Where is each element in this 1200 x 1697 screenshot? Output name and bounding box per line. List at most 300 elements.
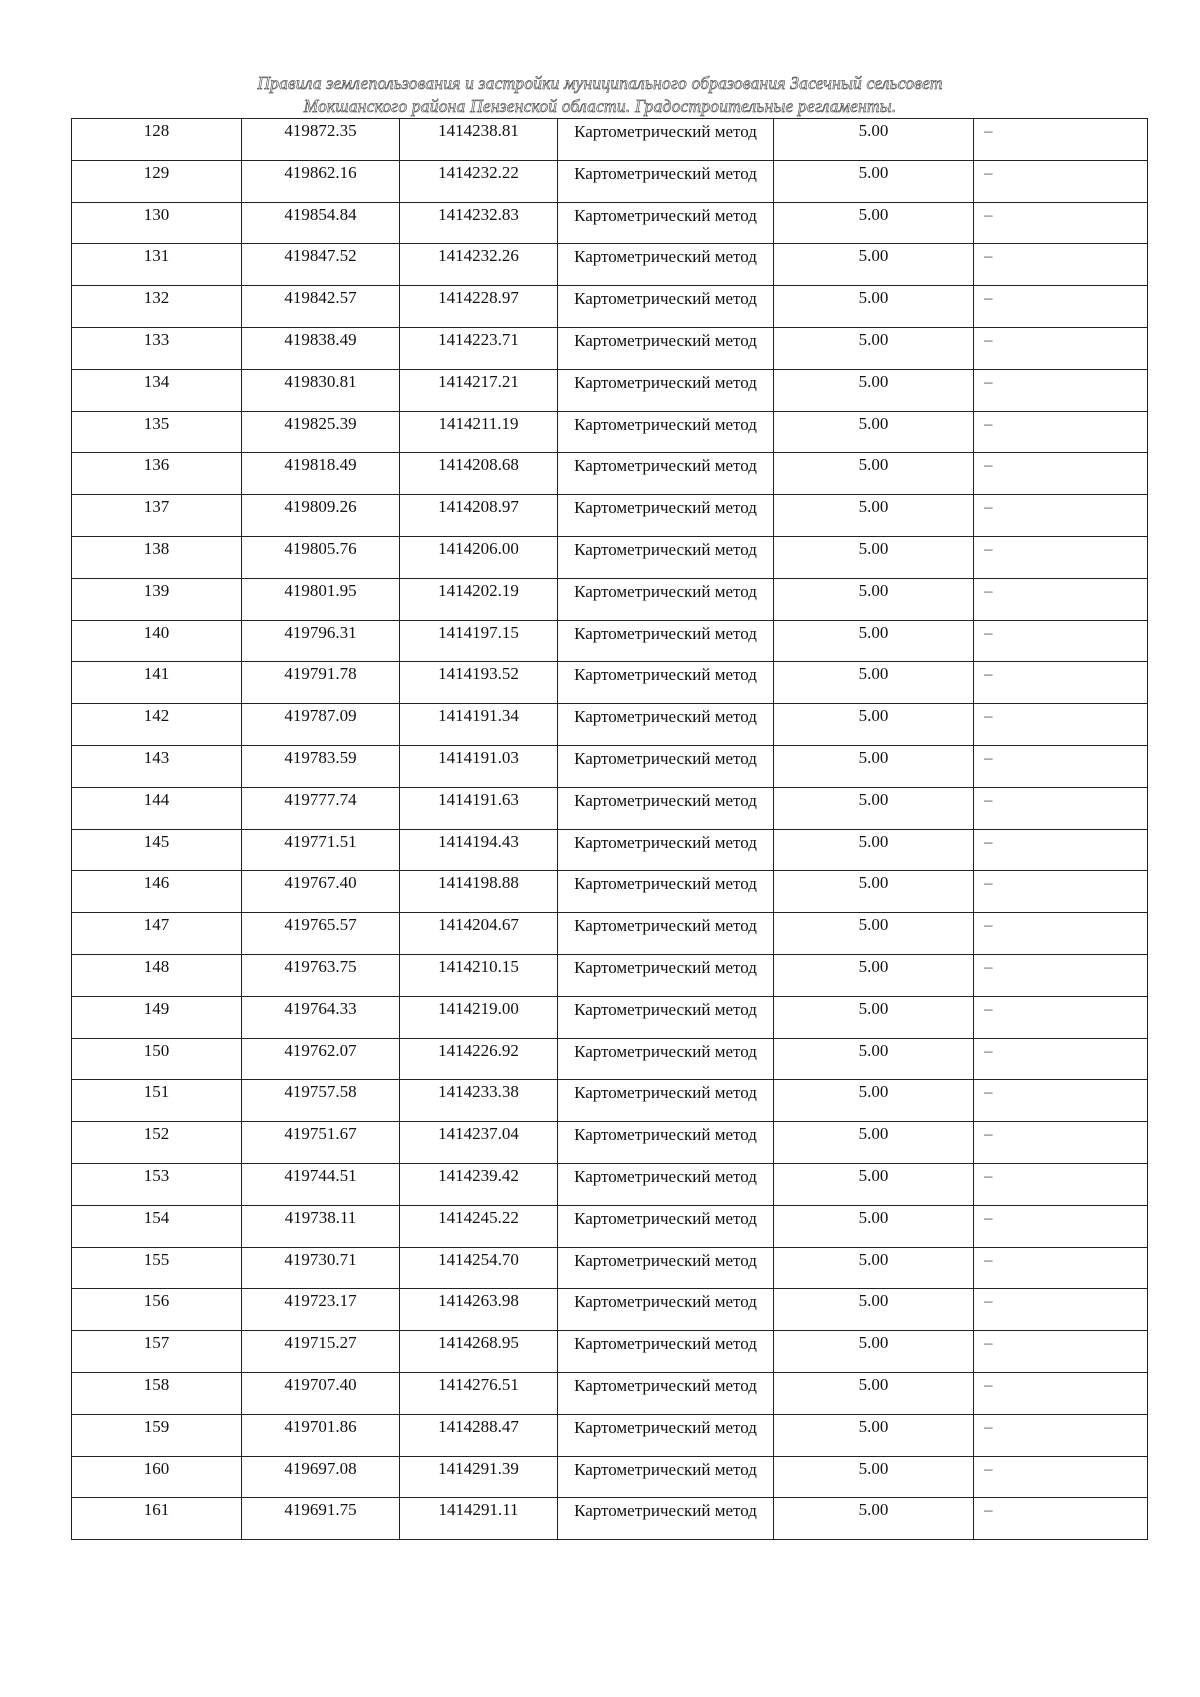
accuracy-cell (774, 1247, 974, 1289)
extra-cell (974, 1372, 1148, 1414)
extra-cell-text: – (984, 1333, 993, 1353)
accuracy-cell-text: 5.00 (858, 1249, 889, 1269)
method-cell-text: Картометрический метод (574, 414, 757, 434)
point-number-cell-text: 144 (143, 789, 170, 809)
accuracy-cell-text: 5.00 (858, 538, 889, 558)
point-number-cell (72, 453, 242, 495)
accuracy-cell (774, 1372, 974, 1414)
accuracy-cell (774, 495, 974, 537)
coordinate-x-cell-text: 419777.74 (284, 789, 357, 809)
method-cell-text: Картометрический метод (574, 874, 757, 894)
point-number-cell (72, 913, 242, 955)
point-number-cell (72, 1122, 242, 1164)
accuracy-cell-text: 5.00 (858, 1416, 889, 1436)
accuracy-cell-text: 5.00 (858, 162, 889, 182)
accuracy-cell (774, 704, 974, 746)
method-cell-text: Картометрический метод (574, 832, 757, 852)
coordinate-y-cell-text: 1414233.38 (438, 1082, 519, 1102)
coordinate-x-cell (242, 1038, 400, 1080)
coordinate-x-cell-text: 419783.59 (284, 747, 357, 767)
coordinate-x-cell-text: 419872.35 (284, 121, 357, 140)
extra-cell-text: – (984, 1124, 993, 1144)
table-row (72, 787, 1148, 829)
point-number-cell-text: 150 (143, 1040, 170, 1060)
accuracy-cell (774, 1414, 974, 1456)
coordinate-x-cell (242, 1205, 400, 1247)
coordinate-y-cell-text: 1414228.97 (438, 288, 519, 308)
coordinate-y-cell-text: 1414191.63 (438, 789, 519, 809)
point-number-cell (72, 662, 242, 704)
extra-cell-text: – (984, 1040, 993, 1060)
method-cell (558, 1247, 774, 1289)
method-cell-text: Картометрический метод (574, 498, 757, 518)
coordinate-x-cell (242, 996, 400, 1038)
extra-cell (974, 1205, 1148, 1247)
method-cell (558, 536, 774, 578)
method-cell (558, 1205, 774, 1247)
coordinate-x-cell (242, 620, 400, 662)
accuracy-cell (774, 996, 974, 1038)
accuracy-cell (774, 913, 974, 955)
coordinate-y-cell (400, 996, 558, 1038)
table-row (72, 578, 1148, 620)
method-cell (558, 495, 774, 537)
point-number-cell (72, 411, 242, 453)
coordinate-x-cell (242, 327, 400, 369)
extra-cell (974, 1414, 1148, 1456)
accuracy-cell (774, 1456, 974, 1498)
coordinate-y-cell-text: 1414263.98 (438, 1291, 519, 1311)
coordinate-y-cell (400, 913, 558, 955)
point-number-cell-text: 156 (143, 1291, 170, 1311)
coordinate-x-cell (242, 160, 400, 202)
coordinate-x-cell (242, 1456, 400, 1498)
method-cell-text: Картометрический метод (574, 1459, 757, 1479)
table-row (72, 286, 1148, 328)
extra-cell-text: – (984, 622, 993, 642)
accuracy-cell-text: 5.00 (858, 455, 889, 475)
coordinate-y-cell-text: 1414193.52 (438, 664, 519, 684)
coordinate-x-cell (242, 829, 400, 871)
extra-cell-text: – (984, 1207, 993, 1227)
accuracy-cell (774, 620, 974, 662)
accuracy-cell (774, 453, 974, 495)
coordinate-x-cell-text: 419763.75 (284, 956, 357, 976)
coordinate-y-cell (400, 871, 558, 913)
table-row (72, 1289, 1148, 1331)
method-cell (558, 913, 774, 955)
method-cell-text: Картометрический метод (574, 1501, 757, 1521)
method-cell-text: Картометрический метод (574, 1125, 757, 1145)
header-line-2: Мокшанского района Пензенской области. Градостроительные регламенты. (303, 96, 897, 116)
table-row (72, 160, 1148, 202)
point-number-cell (72, 787, 242, 829)
accuracy-cell (774, 369, 974, 411)
point-number-cell-text: 131 (143, 246, 170, 266)
coordinate-y-cell (400, 244, 558, 286)
coordinate-y-cell-text: 1414206.00 (438, 538, 519, 558)
table-row (72, 871, 1148, 913)
coordinate-x-cell-text: 419697.08 (284, 1458, 357, 1478)
extra-cell-text: – (984, 1249, 993, 1269)
coordinate-y-cell-text: 1414211.19 (438, 413, 519, 433)
accuracy-cell (774, 787, 974, 829)
coordinate-x-cell (242, 1331, 400, 1373)
accuracy-cell (774, 1163, 974, 1205)
coordinate-y-cell-text: 1414232.22 (438, 162, 519, 182)
table-row (72, 662, 1148, 704)
point-number-cell (72, 286, 242, 328)
extra-cell (974, 244, 1148, 286)
coordinate-y-cell-text: 1414237.04 (438, 1124, 519, 1144)
method-cell (558, 369, 774, 411)
table-row (72, 453, 1148, 495)
point-number-cell-text: 143 (143, 747, 170, 767)
coordinate-y-cell (400, 787, 558, 829)
accuracy-cell (774, 1289, 974, 1331)
method-cell-text: Картометрический метод (574, 372, 757, 392)
coordinate-y-cell-text: 1414202.19 (438, 580, 519, 600)
extra-cell-text: – (984, 956, 993, 976)
extra-cell (974, 954, 1148, 996)
accuracy-cell (774, 1331, 974, 1373)
extra-cell (974, 704, 1148, 746)
coordinate-x-cell (242, 704, 400, 746)
extra-cell-text: – (984, 329, 993, 349)
point-number-cell (72, 1414, 242, 1456)
coordinate-y-cell-text: 1414194.43 (438, 831, 519, 851)
table-row (72, 369, 1148, 411)
point-number-cell (72, 369, 242, 411)
method-cell-text: Картометрический метод (574, 916, 757, 936)
coordinates-table-body (72, 119, 1148, 1540)
extra-cell (974, 620, 1148, 662)
accuracy-cell (774, 1038, 974, 1080)
page-header (0, 72, 1200, 118)
point-number-cell-text: 159 (143, 1416, 170, 1436)
extra-cell (974, 1080, 1148, 1122)
method-cell (558, 704, 774, 746)
point-number-cell (72, 1456, 242, 1498)
coordinate-x-cell (242, 1372, 400, 1414)
point-number-cell (72, 495, 242, 537)
point-number-cell (72, 1163, 242, 1205)
point-number-cell-text: 146 (143, 873, 170, 893)
table-row (72, 829, 1148, 871)
coordinate-x-cell (242, 578, 400, 620)
point-number-cell-text: 136 (143, 455, 170, 475)
point-number-cell-text: 137 (143, 497, 170, 517)
table-row (72, 1080, 1148, 1122)
accuracy-cell (774, 1080, 974, 1122)
method-cell-text: Картометрический метод (574, 1083, 757, 1103)
extra-cell (974, 871, 1148, 913)
coordinate-x-cell (242, 119, 400, 161)
coordinate-x-cell-text: 419751.67 (284, 1124, 357, 1144)
table-row (72, 913, 1148, 955)
accuracy-cell-text: 5.00 (858, 1333, 889, 1353)
coordinate-x-cell (242, 495, 400, 537)
extra-cell (974, 160, 1148, 202)
point-number-cell-text: 160 (143, 1458, 170, 1478)
accuracy-cell-text: 5.00 (858, 1040, 889, 1060)
extra-cell-text: – (984, 789, 993, 809)
point-number-cell-text: 151 (143, 1082, 170, 1102)
coordinate-x-cell-text: 419842.57 (284, 288, 357, 308)
method-cell-text: Картометрический метод (574, 539, 757, 559)
method-cell-text: Картометрический метод (574, 163, 757, 183)
coordinate-x-cell (242, 787, 400, 829)
coordinate-y-cell-text: 1414204.67 (438, 915, 519, 935)
coordinate-y-cell (400, 1205, 558, 1247)
extra-cell (974, 495, 1148, 537)
accuracy-cell (774, 745, 974, 787)
point-number-cell (72, 1247, 242, 1289)
extra-cell-text: – (984, 121, 993, 140)
method-cell-text: Картометрический метод (574, 665, 757, 685)
point-number-cell (72, 1372, 242, 1414)
extra-cell (974, 202, 1148, 244)
method-cell-text: Картометрический метод (574, 1166, 757, 1186)
accuracy-cell-text: 5.00 (858, 831, 889, 851)
point-number-cell-text: 132 (143, 288, 170, 308)
method-cell (558, 954, 774, 996)
table-row (72, 1163, 1148, 1205)
coordinate-x-cell-text: 419738.11 (284, 1207, 357, 1227)
table-row (72, 1331, 1148, 1373)
point-number-cell (72, 871, 242, 913)
extra-cell-text: – (984, 706, 993, 726)
extra-cell (974, 1038, 1148, 1080)
point-number-cell (72, 620, 242, 662)
method-cell-text: Картометрический метод (574, 623, 757, 643)
point-number-cell (72, 1498, 242, 1540)
coordinate-y-cell-text: 1414288.47 (438, 1416, 519, 1436)
accuracy-cell-text: 5.00 (858, 873, 889, 893)
coordinate-x-cell-text: 419771.51 (284, 831, 357, 851)
coordinate-y-cell-text: 1414223.71 (438, 329, 519, 349)
accuracy-cell (774, 327, 974, 369)
point-number-cell-text: 130 (143, 204, 170, 224)
accuracy-cell-text: 5.00 (858, 622, 889, 642)
coordinate-y-cell-text: 1414217.21 (438, 371, 519, 391)
accuracy-cell-text: 5.00 (858, 1124, 889, 1144)
coordinate-x-cell (242, 202, 400, 244)
point-number-cell-text: 152 (143, 1124, 170, 1144)
point-number-cell-text: 128 (143, 121, 170, 140)
accuracy-cell-text: 5.00 (858, 998, 889, 1018)
accuracy-cell-text: 5.00 (858, 1374, 889, 1394)
method-cell (558, 244, 774, 286)
extra-cell-text: – (984, 998, 993, 1018)
point-number-cell-text: 149 (143, 998, 170, 1018)
point-number-cell-text: 158 (143, 1374, 170, 1394)
table-row (72, 244, 1148, 286)
extra-cell-text: – (984, 538, 993, 558)
accuracy-cell (774, 662, 974, 704)
coordinate-x-cell (242, 871, 400, 913)
point-number-cell (72, 160, 242, 202)
accuracy-cell-text: 5.00 (858, 288, 889, 308)
extra-cell-text: – (984, 873, 993, 893)
coordinate-y-cell (400, 453, 558, 495)
coordinate-x-cell (242, 954, 400, 996)
method-cell (558, 119, 774, 161)
method-cell (558, 453, 774, 495)
method-cell (558, 286, 774, 328)
point-number-cell (72, 1289, 242, 1331)
method-cell (558, 745, 774, 787)
method-cell-text: Картометрический метод (574, 957, 757, 977)
extra-cell-text: – (984, 413, 993, 433)
coordinate-y-cell (400, 829, 558, 871)
coordinate-x-cell-text: 419765.57 (284, 915, 357, 935)
point-number-cell-text: 135 (143, 413, 170, 433)
method-cell-text: Картометрический метод (574, 1250, 757, 1270)
coordinate-y-cell (400, 411, 558, 453)
coordinate-x-cell-text: 419796.31 (284, 622, 357, 642)
accuracy-cell-text: 5.00 (858, 121, 889, 140)
extra-cell-text: – (984, 162, 993, 182)
coordinate-x-cell-text: 419809.26 (284, 497, 357, 517)
coordinate-x-cell-text: 419744.51 (284, 1165, 357, 1185)
table-row (72, 327, 1148, 369)
coordinate-y-cell-text: 1414191.03 (438, 747, 519, 767)
coordinate-x-cell-text: 419818.49 (284, 455, 357, 475)
accuracy-cell-text: 5.00 (858, 915, 889, 935)
point-number-cell (72, 119, 242, 161)
method-cell-text: Картометрический метод (574, 581, 757, 601)
accuracy-cell-text: 5.00 (858, 1207, 889, 1227)
accuracy-cell (774, 119, 974, 161)
extra-cell (974, 119, 1148, 161)
point-number-cell (72, 1205, 242, 1247)
extra-cell (974, 369, 1148, 411)
coordinate-x-cell-text: 419854.84 (284, 204, 357, 224)
extra-cell (974, 1456, 1148, 1498)
coordinate-y-cell-text: 1414232.26 (438, 246, 519, 266)
point-number-cell (72, 829, 242, 871)
accuracy-cell-text: 5.00 (858, 664, 889, 684)
coordinate-x-cell-text: 419767.40 (284, 873, 357, 893)
extra-cell-text: – (984, 1291, 993, 1311)
method-cell-text: Картометрический метод (574, 999, 757, 1019)
method-cell (558, 996, 774, 1038)
extra-cell (974, 578, 1148, 620)
point-number-cell (72, 327, 242, 369)
point-number-cell-text: 129 (143, 162, 170, 182)
table-row (72, 202, 1148, 244)
method-cell-text: Картометрический метод (574, 707, 757, 727)
table-row (72, 411, 1148, 453)
extra-cell (974, 662, 1148, 704)
coordinate-y-cell-text: 1414291.11 (438, 1500, 519, 1520)
coordinate-y-cell (400, 620, 558, 662)
accuracy-cell-text: 5.00 (858, 246, 889, 266)
extra-cell (974, 286, 1148, 328)
point-number-cell (72, 202, 242, 244)
extra-cell-text: – (984, 1374, 993, 1394)
extra-cell-text: – (984, 831, 993, 851)
coordinate-y-cell (400, 1163, 558, 1205)
point-number-cell (72, 1080, 242, 1122)
method-cell-text: Картометрический метод (574, 1375, 757, 1395)
coordinate-x-cell (242, 1163, 400, 1205)
accuracy-cell (774, 286, 974, 328)
coordinate-y-cell (400, 1456, 558, 1498)
coordinate-x-cell (242, 1289, 400, 1331)
coordinate-x-cell (242, 453, 400, 495)
table-row (72, 1498, 1148, 1540)
method-cell (558, 202, 774, 244)
method-cell-text: Картометрический метод (574, 1041, 757, 1061)
accuracy-cell (774, 160, 974, 202)
coordinate-x-cell-text: 419847.52 (284, 246, 357, 266)
extra-cell (974, 1498, 1148, 1540)
method-cell (558, 1122, 774, 1164)
coordinate-x-cell (242, 244, 400, 286)
accuracy-cell-text: 5.00 (858, 371, 889, 391)
method-cell-text: Картометрический метод (574, 247, 757, 267)
method-cell-text: Картометрический метод (574, 1292, 757, 1312)
coordinate-y-cell (400, 1122, 558, 1164)
extra-cell (974, 1163, 1148, 1205)
accuracy-cell-text: 5.00 (858, 1500, 889, 1520)
extra-cell (974, 787, 1148, 829)
coordinate-y-cell (400, 286, 558, 328)
table-row (72, 1038, 1148, 1080)
coordinate-x-cell-text: 419805.76 (284, 538, 357, 558)
accuracy-cell (774, 1498, 974, 1540)
point-number-cell (72, 996, 242, 1038)
coordinate-x-cell-text: 419791.78 (284, 664, 357, 684)
accuracy-cell (774, 536, 974, 578)
coordinate-y-cell-text: 1414208.68 (438, 455, 519, 475)
table-row (72, 495, 1148, 537)
coordinate-y-cell-text: 1414245.22 (438, 1207, 519, 1227)
point-number-cell-text: 138 (143, 538, 170, 558)
coordinate-y-cell-text: 1414254.70 (438, 1249, 519, 1269)
coordinate-x-cell (242, 913, 400, 955)
accuracy-cell-text: 5.00 (858, 329, 889, 349)
point-number-cell (72, 536, 242, 578)
coordinate-y-cell (400, 536, 558, 578)
method-cell (558, 1163, 774, 1205)
table-row (72, 1205, 1148, 1247)
table-row (72, 1456, 1148, 1498)
coordinate-x-cell-text: 419801.95 (284, 580, 357, 600)
method-cell (558, 829, 774, 871)
accuracy-cell (774, 578, 974, 620)
coordinate-x-cell (242, 662, 400, 704)
point-number-cell-text: 161 (143, 1500, 170, 1520)
extra-cell (974, 1289, 1148, 1331)
method-cell (558, 620, 774, 662)
coordinate-x-cell-text: 419862.16 (284, 162, 357, 182)
coordinate-y-cell (400, 1414, 558, 1456)
table-row (72, 536, 1148, 578)
method-cell-text: Картометрический метод (574, 330, 757, 350)
coordinate-x-cell (242, 1498, 400, 1540)
coordinate-x-cell (242, 411, 400, 453)
table-row (72, 1122, 1148, 1164)
extra-cell-text: – (984, 246, 993, 266)
point-number-cell (72, 244, 242, 286)
point-number-cell-text: 139 (143, 580, 170, 600)
accuracy-cell-text: 5.00 (858, 1082, 889, 1102)
extra-cell (974, 996, 1148, 1038)
accuracy-cell (774, 871, 974, 913)
